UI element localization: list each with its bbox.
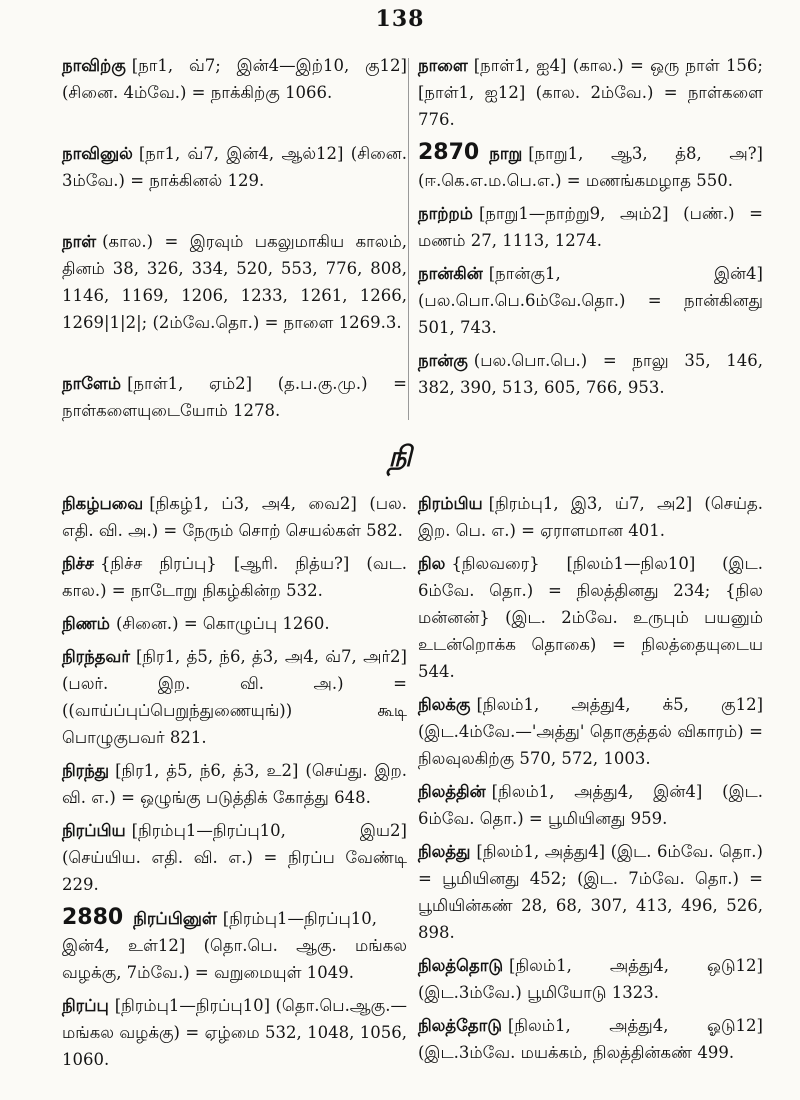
- headword: நிகழ்பவை: [62, 494, 144, 513]
- entry-body: [நிரம்பு1—நிரப்பு10, இன்4, உள்12] (தொ.பெ. ஆகு. மங்கல வழக்கு, 7ம்வே.) = வறுமையுள் 1049.: [62, 909, 407, 982]
- entry-body: {நிலவரை} [நிலம்1—நில10] (இட. 6ம்வே. தொ.) = நிலத்தினது 234; {நில மன்னன்} (இட. 2ம்வே. உருபும் பயனும் உடன்றொக்க தொகை) = நிலத்தையுடைய 544.: [418, 554, 763, 681]
- entry-body: [நிலம்1, அத்து4, ஓடு12] (இட.3ம்வே. மயக்கம், நிலத்தின்கண் 499.: [418, 1016, 763, 1062]
- entry-body: [நிலம்1, அத்து4, இன்4] (இட. 6ம்வே. தொ.) = பூமியினது 959.: [418, 782, 763, 828]
- entry: [418, 952, 763, 1006]
- headword: நாளை: [418, 56, 468, 75]
- headword: நிரம்பிய: [418, 494, 483, 513]
- entry-body: [நிரம்பு1—நிரப்பு10, இய2] (செய்யிய. எதி. வி. எ.) = நிரப்ப வேண்டி 229.: [62, 821, 407, 894]
- entry: [418, 52, 763, 133]
- column-left-top: [62, 52, 407, 430]
- entry: [418, 490, 763, 544]
- headword: நிலத்து: [418, 842, 471, 861]
- headword: நான்கு: [418, 351, 468, 370]
- column-rule: [408, 58, 409, 420]
- column-right-top: [418, 52, 763, 407]
- headword: நாறு: [489, 144, 523, 163]
- entry-body: (சினை.) = கொழுப்பு 1260.: [115, 614, 330, 633]
- entry-body: [நாள்1, ஏம்2] (த.ப.கு.மு.) = நாள்களையுடையோம் 1278.: [62, 374, 407, 420]
- entry: [418, 260, 763, 341]
- headword: நிரப்பிய: [62, 821, 126, 840]
- entry: [62, 370, 407, 424]
- headword: நிலத்தோடு: [418, 1016, 502, 1035]
- headword: நிலக்கு: [418, 695, 471, 714]
- entry: [62, 757, 407, 811]
- headword: நாள்: [62, 232, 97, 251]
- entry: [418, 778, 763, 832]
- entry-body: [நிலம்1, அத்து4, ஒடு12] (இட.3ம்வே.) பூமியோடு 1323.: [418, 956, 763, 1002]
- headword: நான்கின்: [418, 264, 483, 283]
- entry: [418, 347, 763, 401]
- entry-body: [நிலம்1, அத்து4] (இட. 6ம்வே. தொ.) = பூமியினது 452; (இட. 7ம்வே. தொ.) = பூமியின்கண் 28, 68, 307, 413, 496, 526, 898.: [418, 842, 763, 942]
- entry: [62, 140, 407, 194]
- entry: [62, 904, 407, 986]
- entry: [418, 550, 763, 685]
- section-heading: நி: [388, 440, 412, 473]
- entry: [418, 691, 763, 772]
- entry-body: (கால.) = இரவும் பகலுமாகிய காலம், தினம் 38, 326, 334, 520, 553, 776, 808, 1146, 1169, 1206, 1233, 1261, 1266, 1269|1|2|; (2ம்வே.தொ.) = நாளை 1269.3.: [62, 232, 407, 332]
- entry-body: [நிர1, த்5, ந்6, த்3, உ2] (செய்து. இற. வி. எ.) = ஒழுங்கு படுத்திக் கோத்து 648.: [62, 761, 407, 807]
- headword: நாளேம்: [62, 374, 122, 393]
- headword: நிரந்தவர்: [62, 647, 130, 666]
- entry-body: (பல.பொ.பெ.) = நாலு 35, 146, 382, 390, 513, 605, 766, 953.: [418, 351, 763, 397]
- column-left-bottom: [62, 490, 407, 1079]
- entry: [62, 610, 407, 637]
- headword: நிணம்: [62, 614, 110, 633]
- entry: [62, 550, 407, 604]
- entry-number: 2870: [418, 140, 480, 165]
- headword: நிலத்தின்: [418, 782, 486, 801]
- headword: நிரப்பு: [62, 996, 109, 1015]
- entry-body: [நிரம்பு1—நிரப்பு10] (தொ.பெ.ஆகு.—மங்கல வழக்கு) = ஏழ்மை 532, 1048, 1056, 1060.: [62, 996, 407, 1069]
- headword: நாவினுல்: [62, 144, 133, 163]
- entry: [418, 838, 763, 946]
- entry-body: [நாறு1—நாற்று9, அம்2] (பண்.) = மணம் 27, 1113, 1274.: [418, 204, 763, 250]
- entry: [62, 490, 407, 544]
- entry: [62, 992, 407, 1073]
- headword: நிரந்து: [62, 761, 110, 780]
- entry-number: 2880: [62, 905, 124, 930]
- entry: [62, 643, 407, 751]
- headword: நில: [418, 554, 446, 573]
- entry: [418, 139, 763, 194]
- entry-body: [நிரம்பு1, இ3, ய்7, அ2] (செய்த. இற. பெ. எ.) = ஏராளமான 401.: [418, 494, 763, 540]
- entry: [62, 228, 407, 336]
- headword: நிரப்பினுள்: [133, 909, 217, 928]
- entry-body: {நிச்ச நிரப்பு} [ஆரி. நித்ய?] (வட. கால.) = நாடோறு நிகழ்கின்ற 532.: [62, 554, 407, 600]
- headword: நிலத்தொடு: [418, 956, 504, 975]
- entry: [418, 1012, 763, 1066]
- entry: [418, 200, 763, 254]
- entry-body: [நான்கு1, இன்4] (பல.பொ.பெ.6ம்வே.தொ.) = நான்கினது 501, 743.: [418, 264, 763, 337]
- entry-body: [நிகழ்1, ப்3, அ4, வை2] (பல. எதி. வி. அ.) = நேரும் சொற் செயல்கள் 582.: [62, 494, 407, 540]
- entry-body: [நா1, வ்7; இன்4—இற்10, கு12] (சினை. 4ம்வே.) = நாக்கிற்கு 1066.: [62, 56, 407, 102]
- headword: நிச்ச: [62, 554, 94, 573]
- entry: [62, 817, 407, 898]
- column-right-bottom: [418, 490, 763, 1072]
- entry-body: [நாள்1, ஐ4] (கால.) = ஒரு நாள் 156; [நாள்1, ஐ12] (கால. 2ம்வே.) = நாள்களை 776.: [418, 56, 763, 129]
- entry-body: [நிர1, த்5, ந்6, த்3, அ4, வ்7, அர்2] (பலர். இற. வி. அ.) = ((வாய்ப்புப்பெறுந்துணையுங்)) கூடி பொழுகுபவர் 821.: [62, 647, 407, 747]
- entry-body: [நிலம்1, அத்து4, க்5, கு12] (இட.4ம்வே.—'அத்து' தொகுத்தல் விகாரம்) = நிலவுலகிற்கு 570, 572, 1003.: [418, 695, 763, 768]
- headword: நாற்றம்: [418, 204, 473, 223]
- entry-body: [நாறு1, ஆ3, த்8, அ?] (ஈ.கெ.எ.ம.பெ.எ.) = மணங்கமழாத 550.: [418, 144, 763, 190]
- entry-body: [நா1, வ்7, இன்4, ஆல்12] (சினை. 3ம்வே.) = நாக்கினல் 129.: [62, 144, 407, 190]
- page-number: 138: [375, 6, 425, 32]
- headword: நாவிற்கு: [62, 56, 126, 75]
- entry: [62, 52, 407, 106]
